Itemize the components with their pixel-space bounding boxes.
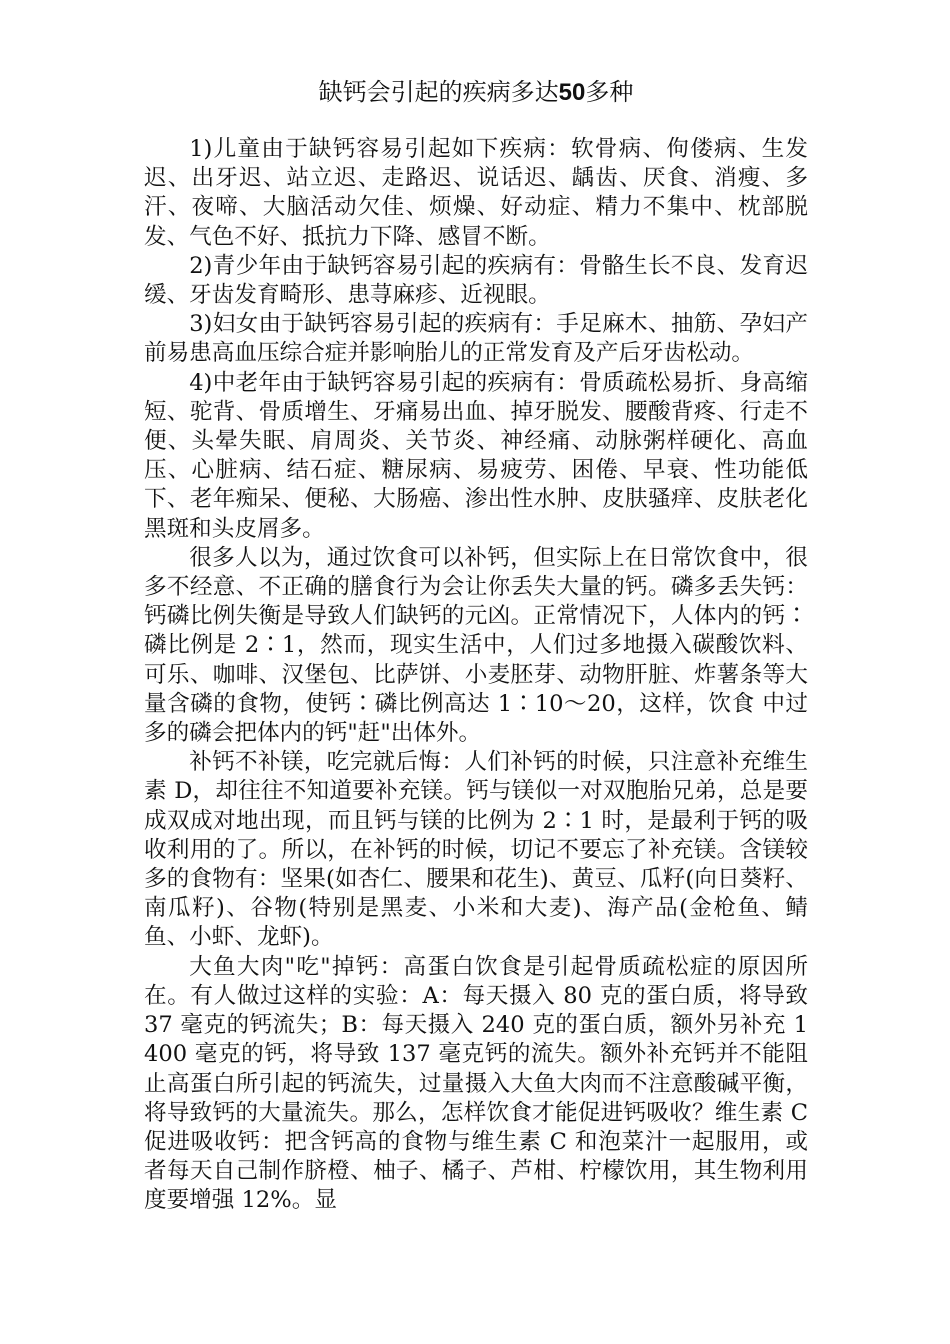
title-text: 缺钙会引起的疾病多达 (318, 78, 559, 106)
paragraph-elderly: 4)中老年由于缺钙容易引起的疾病有：骨质疏松易折、身高缩短、驼背、骨质增生、牙痛易出血、掉牙脱发、腰酸背疼、行走不便、头晕失眠、肩周炎、关节炎、神经痛、动脉粥样硬化、高血压、心脏病、结石症、糖尿病、易疲劳、困倦、早衰、性功能低下、老年痴呆、便秘、大肠癌、渗出性水肿、皮肤骚痒、皮肤老化黑斑和头皮屑多。 (144, 369, 808, 542)
paragraph-phosphorus: 很多人以为，通过饮食可以补钙，但实际上在日常饮食中，很多不经意、不正确的膳食行为会让你丢失大量的钙。磷多丢失钙：钙磷比例失衡是导致人们缺钙的元凶。正常情况下，人体内的钙∶磷比例是 2∶1，然而，现实生活中，人们过多地摄入碳酸饮料、可乐、咖啡、汉堡包、比萨饼、小麦胚芽、动物肝脏、炸薯条等大量含磷的食物，使钙∶磷比例高达 1∶10～20，这样，饮食 中过多的磷会把体内的钙"赶"出体外。 (144, 544, 808, 747)
document-title (144, 72, 808, 113)
paragraph-women: 3)妇女由于缺钙容易引起的疾病有：手足麻木、抽筋、孕妇产前易患高血压综合症并影响胎儿的正常发育及产后牙齿松动。 (144, 311, 808, 367)
paragraph-protein: 大鱼大肉"吃"掉钙：高蛋白饮食是引起骨质疏松症的原因所在。有人做过这样的实验：A：每天摄入 80 克的蛋白质，将导致 37 毫克的钙流失；B：每天摄入 240 克的蛋白质，额外另补充 1400 毫克的钙，将导致 137 毫克钙的流失。额外补充钙并不能阻止高蛋白所引起的钙流失，过量摄入大鱼大肉而不注意酸碱平衡，将导致钙的大量流失。那么，怎样饮食才能促进钙吸收？维生素 C 促进吸收钙：把含钙高的食物与维生素 C 和泡菜汁一起服用，或者每天自己制作脐橙、柚子、橘子、芦柑、柠檬饮用，其生物利用度要增强 12%。显 (144, 953, 808, 1214)
paragraph-children: 1)儿童由于缺钙容易引起如下疾病：软骨病、佝偻病、生发迟、出牙迟、站立迟、走路迟、说话迟、龋齿、厌食、消瘦、多汗、夜啼、大脑活动欠佳、烦燥、好动症、精力不集中、枕部脱发、气色不好、抵抗力下降、感冒不断。 (144, 136, 808, 250)
title-number: 50 (558, 79, 586, 106)
paragraph-teenagers: 2)青少年由于缺钙容易引起的疾病有：骨骼生长不良、发育迟缓、牙齿发育畸形、患荨麻疹、近视眼。 (144, 252, 808, 309)
document-page (144, 72, 808, 1216)
paragraph-magnesium: 补钙不补镁，吃完就后悔：人们补钙的时候，只注意补充维生素 D，却往往不知道要补充镁。钙与镁似一对双胞胎兄弟，总是要成双成对地出现，而且钙与镁的比例为 2∶1 时，是最利于钙的吸收利用的了。所以，在补钙的时候，切记不要忘了补充镁。含镁较多的食物有：坚果(如杏仁、腰果和花生)、黄豆、瓜籽(向日葵籽、南瓜籽)、谷物(特别是黑麦、小米和大麦)、海产品(金枪鱼、鲭鱼、小虾、龙虾)。 (144, 749, 808, 951)
title-suffix: 多种 (585, 78, 634, 106)
